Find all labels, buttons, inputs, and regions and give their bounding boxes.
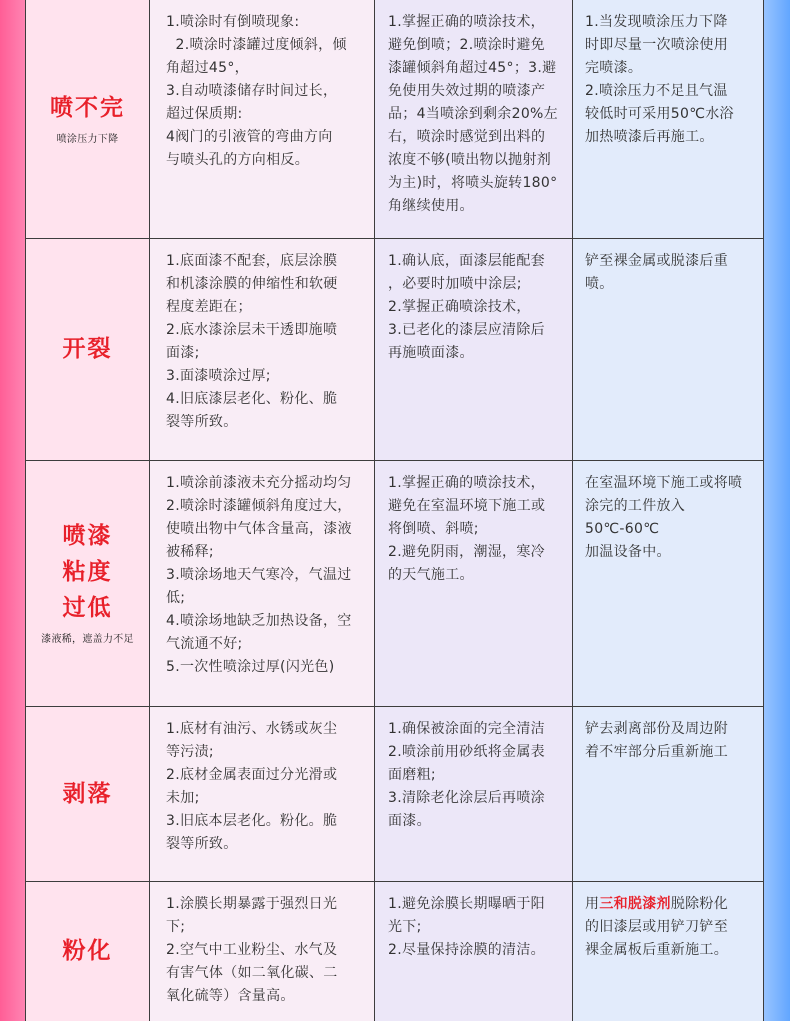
prevention-line: 2.掌握正确喷涂技术， xyxy=(388,298,531,315)
cause-line: 裂等所致。 xyxy=(166,413,238,430)
cause-line: 等污渍; xyxy=(166,743,214,760)
product-name-highlight: 三和脱漆剂 xyxy=(599,895,671,912)
prevention-line: 避免倒喷；2.喷涂时避免 xyxy=(388,37,545,53)
prevention-cell xyxy=(375,881,573,1021)
cause-line: 超过保质期: xyxy=(166,106,243,122)
cause-line: 3.面漆喷涂过厚; xyxy=(166,367,271,384)
paint-defects-table xyxy=(25,0,764,1021)
cause-line: 与喷头孔的方向相反。 xyxy=(166,152,309,168)
prevention-cell xyxy=(375,0,573,238)
defect-name: 过低 xyxy=(62,595,113,621)
remedy-line: 喷。 xyxy=(585,275,614,292)
prevention-line: 3.清除老化涂层后再喷涂 xyxy=(388,789,545,806)
causes-cell xyxy=(150,0,375,238)
table-row xyxy=(26,460,764,706)
cause-line: 2.底材金属表面过分光滑或 xyxy=(166,766,338,783)
cause-line: 使喷出物中气体含量高，漆液 xyxy=(166,520,352,537)
cause-line: 3.旧底本层老化。粉化。脆 xyxy=(166,812,338,829)
prevention-line: 1.确保被涂面的完全清洁 xyxy=(388,720,545,737)
remedy-line: 铲去剥离部份及周边附 xyxy=(585,720,728,737)
remedy-line: 完喷漆。 xyxy=(585,60,643,76)
cause-line: 2.底水漆涂层未干透即施喷 xyxy=(166,321,338,338)
cause-line: 气流通不好; xyxy=(166,635,243,652)
cause-line: 5.一次性喷涂过厚(闪光色) xyxy=(166,658,335,675)
causes-cell xyxy=(150,881,375,1021)
prevention-line: 品；4当喷涂到剩余20%左 xyxy=(388,106,558,122)
remedy-line: 时即尽量一次喷涂使用 xyxy=(585,37,728,53)
cause-line: 1.底面漆不配套，底层涂膜 xyxy=(166,252,338,269)
cause-line: 程度差距在； xyxy=(166,298,252,315)
cause-line: 未加; xyxy=(166,789,200,806)
prevention-line: 1.避免涂膜长期曝晒于阳 xyxy=(388,895,545,912)
cause-line: 4.旧底漆层老化、粉化、脆 xyxy=(166,390,338,407)
prevention-line: ，必要时加喷中涂层; xyxy=(388,275,522,292)
remedy-line: 铲至裸金属或脱漆后重 xyxy=(585,252,728,269)
cause-line: 4.喷涂场地缺乏加热设备，空 xyxy=(166,612,352,629)
cause-line: 被稀释; xyxy=(166,543,214,560)
remedy-cell xyxy=(573,881,764,1021)
cause-line: 4阀门的引液管的弯曲方向 xyxy=(166,129,333,145)
remedy-line: 着不牢部分后重新施工 xyxy=(585,743,728,760)
remedy-prefix: 用 xyxy=(585,895,600,912)
remedy-line: 的旧漆层或用铲刀铲至 xyxy=(585,918,728,935)
prevention-line: 2.尽量保持涂膜的清洁。 xyxy=(388,941,545,958)
prevention-line: 3.已老化的漆层应清除后 xyxy=(388,321,545,338)
prevention-line: 光下; xyxy=(388,918,422,935)
cause-line: 角超过45°， xyxy=(166,60,249,76)
prevention-line: 再施喷面漆。 xyxy=(388,344,474,361)
defect-name: 剥落 xyxy=(62,780,113,807)
table-body xyxy=(26,0,764,1021)
prevention-line: 面漆。 xyxy=(388,812,431,829)
remedy-line: 裸金属板后重新施工。 xyxy=(585,941,728,958)
cause-line: 低; xyxy=(166,589,186,606)
prevention-line: 1.确认底，面漆层能配套 xyxy=(388,252,545,269)
cause-line: 和机漆涂膜的伸缩性和软硬 xyxy=(166,275,338,292)
prevention-line: 角继续使用。 xyxy=(388,198,474,214)
prevention-line: 避免在室温环境下施工或 xyxy=(388,497,546,514)
table-row xyxy=(26,881,764,1021)
prevention-line: 漆罐倾斜角超过45°；3.避 xyxy=(388,60,557,76)
remedy-line xyxy=(585,893,755,916)
prevention-line: 1.掌握正确的喷涂技术， xyxy=(388,14,545,30)
defect-name: 喷不完 xyxy=(50,94,125,121)
remedy-line: 1.当发现喷涂压力下降 xyxy=(585,14,728,30)
prevention-cell xyxy=(375,706,573,881)
cause-line: 2.喷涂时漆罐倾斜角度过大， xyxy=(166,497,352,514)
remedy-line: 2.喷涂压力不足且气温 xyxy=(585,83,728,99)
causes-cell xyxy=(150,706,375,881)
prevention-line: 的天气施工。 xyxy=(388,566,474,583)
cause-line: 1.涂膜长期暴露于强烈日光 xyxy=(166,895,338,912)
causes-cell xyxy=(150,238,375,460)
remedy-cell xyxy=(573,460,764,706)
prevention-line: 1.掌握正确的喷涂技术， xyxy=(388,474,545,491)
remedy-cell xyxy=(573,0,764,238)
cause-line: 2.空气中工业粉尘、水气及 xyxy=(166,941,338,958)
cause-line: 1.底材有油污、水锈或灰尘 xyxy=(166,720,338,737)
cause-line: 下; xyxy=(166,918,186,935)
remedy-line: 较低时可采用50℃水浴 xyxy=(585,106,734,122)
prevention-line: 面磨粗; xyxy=(388,766,436,783)
remedy-cell xyxy=(573,706,764,881)
prevention-cell xyxy=(375,460,573,706)
remedy-line: 加温设备中。 xyxy=(585,543,671,560)
cause-line: 1.喷涂前漆液未充分摇动均匀 xyxy=(166,474,352,491)
prevention-line: 右，喷涂时感觉到出料的 xyxy=(388,129,546,145)
prevention-line: 2.喷涂前用砂纸将金属表 xyxy=(388,743,545,760)
cause-line: 3.喷涂场地天气寒冷，气温过 xyxy=(166,566,352,583)
remedy-line: 在室温环境下施工或将喷 xyxy=(585,474,743,491)
table-row xyxy=(26,706,764,881)
defects-table-wrapper xyxy=(25,0,763,1021)
cause-line: 1.喷涂时有倒喷现象: xyxy=(166,14,300,30)
causes-cell xyxy=(150,460,375,706)
cause-line: 2.喷涂时漆罐过度倾斜，倾 xyxy=(166,37,347,53)
defect-label-cell xyxy=(26,0,150,238)
cause-line: 有害气体（如二氧化碳、二 xyxy=(166,964,338,981)
defect-label-cell xyxy=(26,460,150,706)
remedy-line: 加热喷漆后再施工。 xyxy=(585,129,714,145)
remedy-suffix: 脱除粉化 xyxy=(670,895,729,912)
defect-name: 开裂 xyxy=(62,336,113,362)
cause-line: 氧化硫等）含量高。 xyxy=(166,987,295,1004)
table-row xyxy=(26,0,764,238)
prevention-line: 2.避免阴雨，潮湿，寒冷 xyxy=(388,543,545,560)
prevention-line: 免使用失效过期的喷漆产 xyxy=(388,83,546,99)
defect-label-cell xyxy=(26,881,150,1021)
remedy-line: 涂完的工件放入50℃-60℃ xyxy=(585,497,686,537)
defect-label-cell xyxy=(26,238,150,460)
prevention-line: 浓度不够(喷出物以抛射剂 xyxy=(388,152,552,168)
table-row xyxy=(26,238,764,460)
cause-line: 3.自动喷漆储存时间过长， xyxy=(166,83,338,99)
defect-name: 粘度 xyxy=(62,559,113,585)
defect-name: 喷漆 xyxy=(62,523,113,549)
cause-line: 面漆; xyxy=(166,344,200,361)
prevention-line: 将倒喷、斜喷; xyxy=(388,520,479,537)
remedy-cell xyxy=(573,238,764,460)
cause-line: 裂等所致。 xyxy=(166,835,238,852)
defect-name: 粉化 xyxy=(62,938,113,965)
prevention-line: 为主)时，将喷头旋转180° xyxy=(388,175,558,191)
defect-label-cell xyxy=(26,706,150,881)
defect-subtitle: 漆液稀，遮盖力不足 xyxy=(41,634,134,645)
prevention-cell xyxy=(375,238,573,460)
defect-subtitle: 喷涂压力下降 xyxy=(56,133,119,145)
